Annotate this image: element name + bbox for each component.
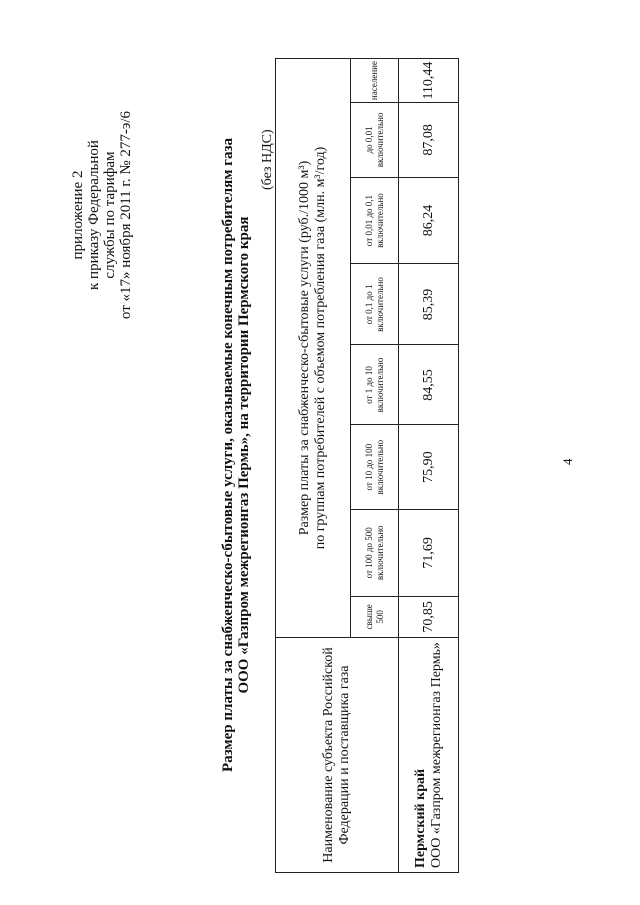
group-header: до 0,01 включительно <box>351 103 399 178</box>
appendix-block <box>70 85 134 345</box>
title-line-2: ООО «Газпром межрегионгаз Пермь», на территории Пермского края <box>236 216 252 694</box>
group-header: от 0,01 до 0,1 включительно <box>351 177 399 264</box>
fee-value: 75,90 <box>399 425 459 510</box>
group-header: от 1 до 10 включительно <box>351 345 399 425</box>
appendix-line: к приказу Федеральной <box>86 140 102 290</box>
group-header: свыше 500 <box>351 596 399 637</box>
fee-value: 84,55 <box>399 345 459 425</box>
region-name: Пермский край <box>412 768 428 868</box>
document-title <box>220 125 252 785</box>
subject-header: Наименование субъекта Российской Федерации и поставщика газа <box>276 638 399 873</box>
page-number: 4 <box>560 458 575 465</box>
fee-header-line-1: Размер платы за снабженческо-сбытовые услуги (руб./1000 м³) <box>297 160 312 536</box>
appendix-line: от «17» ноября 2011 г. № 277-э/6 <box>118 110 134 320</box>
title-line-1: Размер платы за снабженческо-сбытовые услуги, оказываемые конечным потребителям газа <box>220 137 236 773</box>
fee-header-line-2: по группам потребителей с объемом потребления газа (млн. м³/год) <box>313 146 328 550</box>
appendix-line: службы по тарифам <box>102 151 118 279</box>
table-header-row <box>276 59 351 873</box>
vat-note: (без НДС) <box>260 129 275 190</box>
fee-value: 110,44 <box>399 59 459 103</box>
appendix-line: приложение 2 <box>70 170 86 260</box>
fee-value: 71,69 <box>399 509 459 596</box>
group-header: от 100 до 500 включительно <box>351 509 399 596</box>
fee-value: 86,24 <box>399 177 459 264</box>
table-row <box>399 59 459 873</box>
fee-value: 85,39 <box>399 264 459 345</box>
fee-value: 87,08 <box>399 103 459 178</box>
region-cell <box>399 638 459 873</box>
fee-value: 70,85 <box>399 596 459 637</box>
group-header: население <box>351 59 399 103</box>
group-header: от 10 до 100 включительно <box>351 425 399 510</box>
group-header: от 0,1 до 1 включительно <box>351 264 399 345</box>
tariff-table <box>275 58 459 873</box>
supplier-name: ООО «Газпром межрегионгаз Пермь» <box>428 642 444 868</box>
fee-header <box>276 59 351 638</box>
